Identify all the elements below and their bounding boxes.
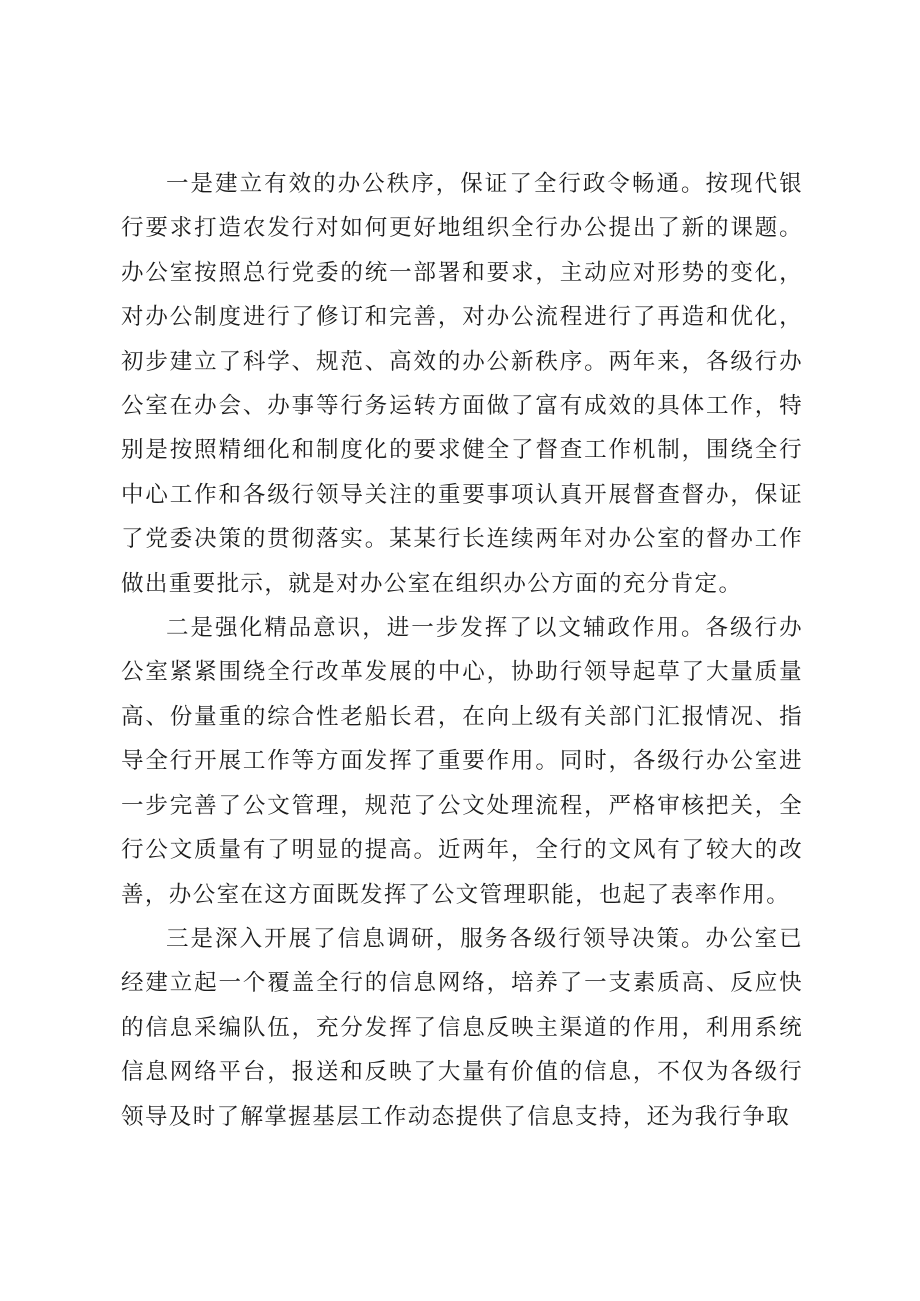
paragraph-office-order: 一是建立有效的办公秩序，保证了全行政令畅通。按现代银行要求打造农发行对如何更好地组织全行办公提出了新的课题。办公室按照总行党委的统一部署和要求，主动应对形势的变化，对办公制度进行了修订和完善，对办公流程进行了再造和优化，初步建立了科学、规范、高效的办公新秩序。两年来，各级行办公室在办会、办事等行务运转方面做了富有成效的具体工作，特别是按照精细化和制度化的要求健全了督查工作机制，围绕全行中心工作和各级行领导关注的重要事项认真开展督查督办，保证了党委决策的贯彻落实。某某行长连续两年对办公室的督办工作做出重要批示，就是对办公室在组织办公方面的充分肯定。: [121, 171, 803, 597]
paragraph-document-quality: 二是强化精品意识，进一步发挥了以文辅政作用。各级行办公室紧紧围绕全行改革发展的中心，协助行领导起草了大量质量高、份量重的综合性老船长君，在向上级有关部门汇报情况、指导全行开展工作等方面发挥了重要作用。同时，各级行办公室进一步完善了公文管理，规范了公文处理流程，严格审核把关，全行公文质量有了明显的提高。近两年，全行的文风有了较大的改善，办公室在这方面既发挥了公文管理职能，也起了表率作用。: [121, 615, 803, 908]
document-body: [121, 162, 803, 1139]
paragraph-information-research: 三是深入开展了信息调研，服务各级行领导决策。办公室已经建立起一个覆盖全行的信息网络，培养了一支素质高、反应快的信息采编队伍，充分发挥了信息反映主渠道的作用，利用系统信息网络平台，报送和反映了大量有价值的信息，不仅为各级行领导及时了解掌握基层工作动态提供了信息支持，还为我行争取: [121, 925, 803, 1130]
